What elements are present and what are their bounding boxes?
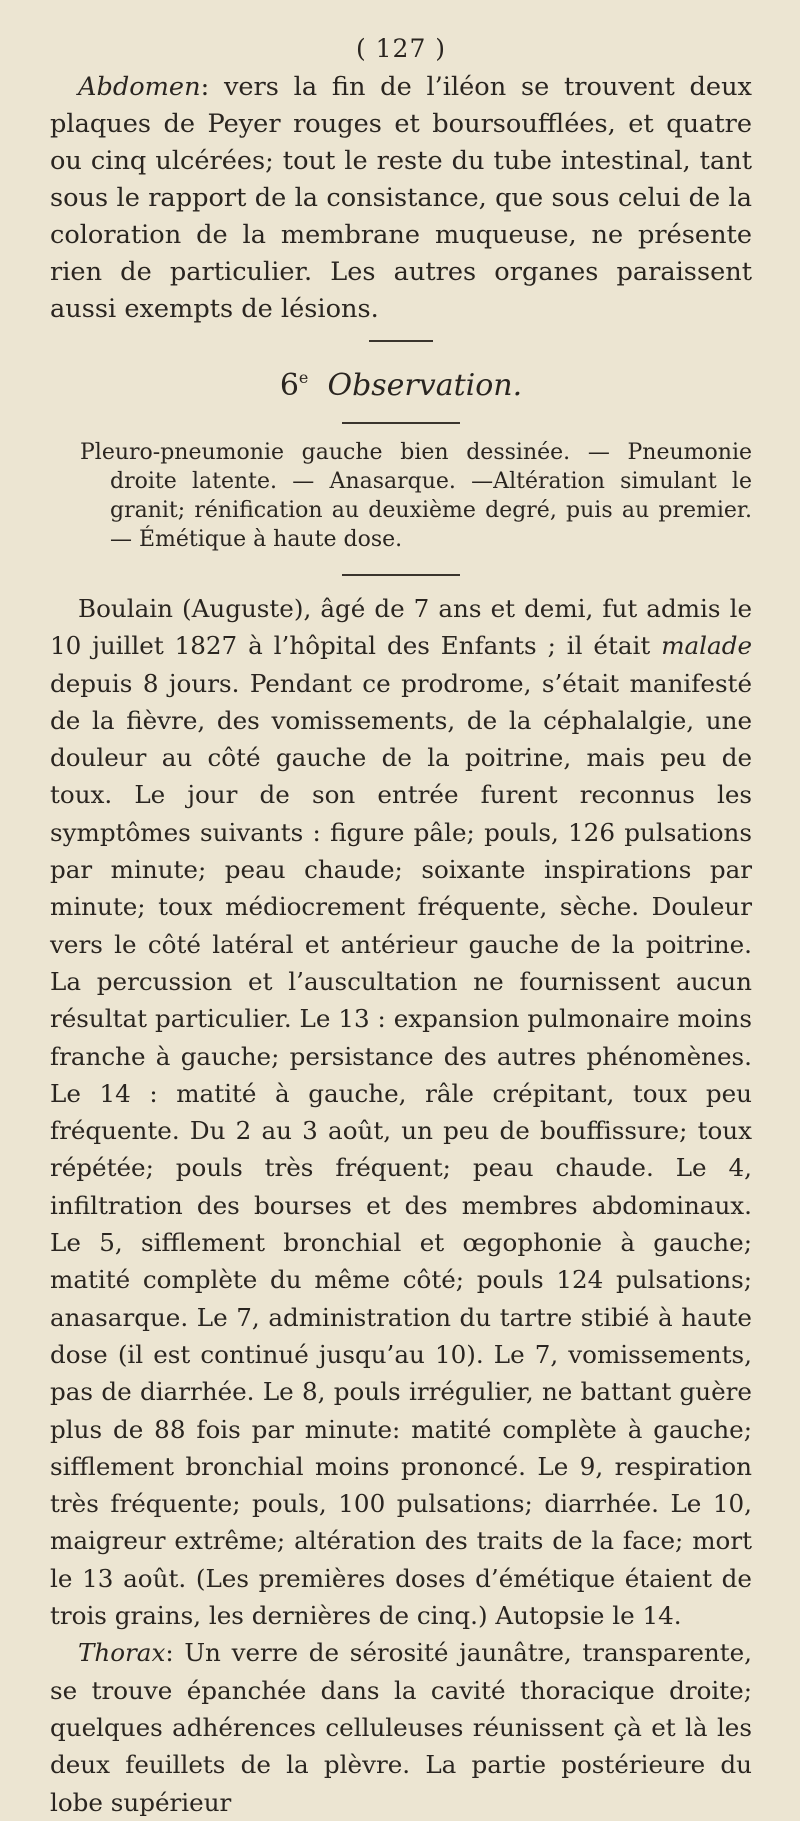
observation-number: 6 [279, 368, 299, 403]
case-summary: Pleuro-pneumonie gauche bien dessinée. — Pneumonie droite latente. — Anasarque. —Altération simulant le granit; rénification au deuxième degré, puis au premier. — Émétique à haute dose. [80, 440, 752, 552]
case-text-2: depuis 8 jours. Pendant ce prodrome, s’était manifesté de la fièvre, des vomissements, de la céphalalgie, une douleur au côté gauche de la poitrine, mais peu de toux. Le jour de son entrée furent reconnus les symptômes suivants : figure pâle; pouls, 126 pulsations par minute; peau chaude; soixante inspirations par minute; toux médiocrement fréquente, sèche. Douleur vers le côté latéral et antérieur gauche de la poitrine. La percussion et l’auscultation ne fournissent aucun résultat particulier. Le 13 : expansion pulmonaire moins franche à gauche; persistance des autres phénomènes. Le 14 : matité à gauche, râle crépitant, toux peu fréquente. Du 2 au 3 août, un peu de bouffissure; toux répétée; pouls très fréquent; peau chaude. Le 4, infiltration des bourses et des membres abdominaux. Le 5, sifflement bronchial et œgophonie à gauche; matité complète du même côté; pouls 124 pulsations; anasarque. Le 7, administration du tartre stibié à haute dose (il est continué jusqu’au 10). Le 7, vomissements, pas de diarrhée. Le 8, pouls irrégulier, ne battant guère plus de 88 fois par minute: matité complète à gauche; sifflement bronchial moins prononcé. Le 9, respiration très fréquente; pouls, 100 pulsations; diarrhée. Le 10, maigreur extrême; altération des traits de la face; mort le 13 août. (Les premières doses d’émétique étaient de trois grains, les dernières de cinq.) Autopsie le 14. [50, 668, 752, 1631]
abdomen-text: : vers la fin de l’iléon se trouvent deux plaques de Peyer rouges et boursoufflées, et quatre ou cinq ulcérées; tout le reste du tube intestinal, tant sous le rapport de la consistance, que sous celui de la coloration de la membrane muqueuse, ne présente rien de particulier. Les autres organes paraissent aussi exempts de lésions. [50, 72, 752, 324]
page-number: ( 127 ) [355, 34, 447, 63]
case-text-1: Boulain (Auguste), âgé de 7 ans et demi, fut admis le 10 juillet 1827 à l’hôpital des Enfants ; il était [50, 594, 752, 661]
observation-title: Observation. [327, 368, 523, 403]
thorax-text: : Un verre de sérosité jaunâtre, transparente, se trouve épanchée dans la cavité thoracique droite; quelques adhérences celluleuses réunissent çà et là les deux feuillets de la plèvre. La partie postérieure du lobe supérieur [50, 1638, 752, 1817]
divider-bottom [342, 574, 460, 576]
thorax-label: Thorax [78, 1638, 166, 1668]
abdomen-paragraph [50, 69, 752, 328]
case-malade: malade [661, 631, 752, 661]
observation-sup: e [298, 368, 309, 387]
divider-middle [342, 422, 460, 424]
case-paragraph [50, 590, 752, 1634]
observation-heading [50, 358, 752, 406]
thorax-paragraph [50, 1634, 752, 1820]
abdomen-label: Abdomen [78, 72, 201, 102]
divider-top [369, 340, 433, 342]
